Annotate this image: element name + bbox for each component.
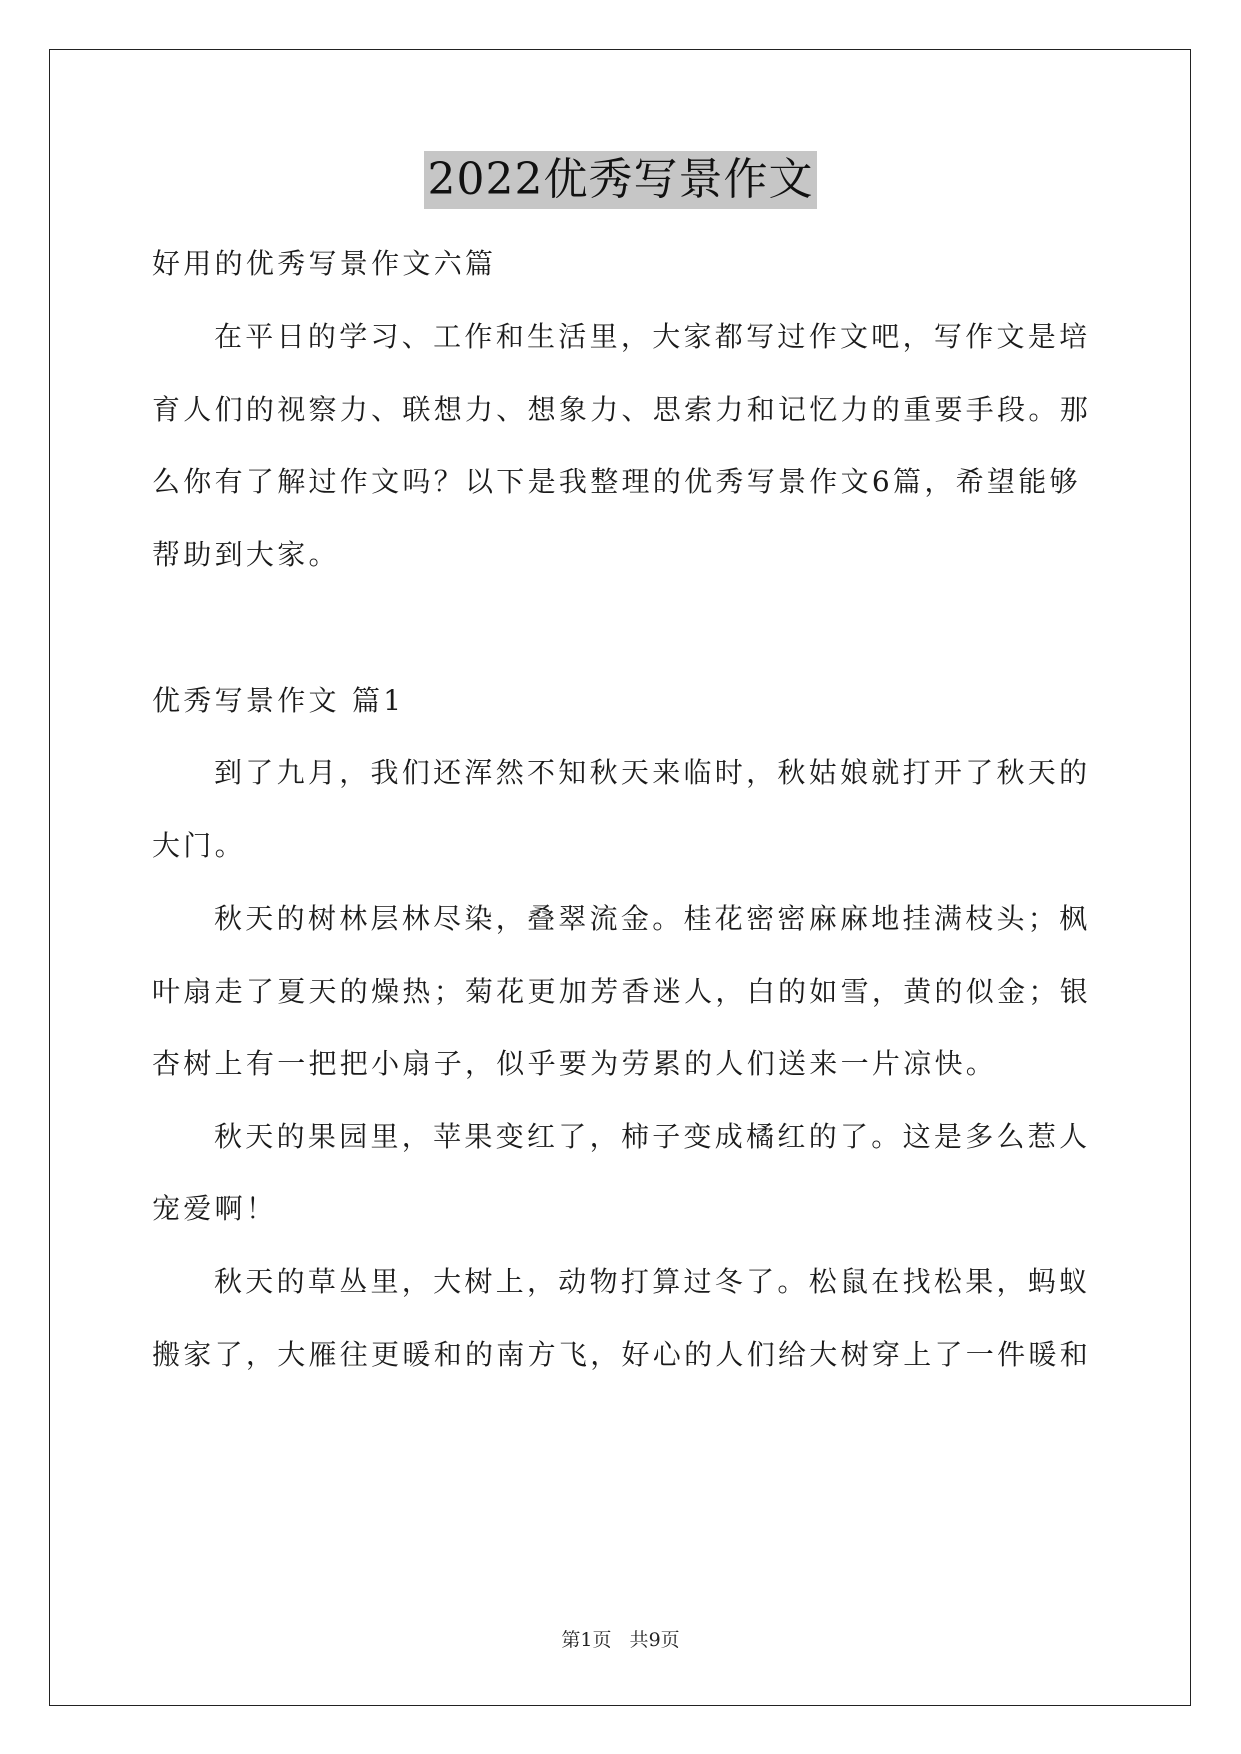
section-heading: 优秀写景作文 篇1: [152, 684, 405, 717]
body-paragraph-line: 杏树上有一把把小扇子，似乎要为劳累的人们送来一片凉快。: [152, 1047, 998, 1080]
current-page-number: 1: [580, 1629, 593, 1651]
total-page-number: 9: [648, 1629, 661, 1651]
document-title: 2022优秀写景作文: [424, 151, 818, 209]
page-prefix: 第: [561, 1629, 581, 1651]
page-suffix: 页: [660, 1629, 680, 1651]
body-paragraph-line: 到了九月，我们还浑然不知秋天来临时，秋姑娘就打开了秋天的: [214, 756, 1091, 789]
page-separator: 页 共: [592, 1629, 649, 1651]
subtitle-line: 好用的优秀写景作文六篇: [152, 247, 497, 280]
body-paragraph-line: 秋天的草丛里，大树上，动物打算过冬了。松鼠在找松果，蚂蚁: [214, 1265, 1091, 1298]
intro-paragraph-line: 么你有了解过作文吗？以下是我整理的优秀写景作文6篇，希望能够: [152, 465, 1081, 498]
body-paragraph-line: 宠爱啊！: [152, 1192, 278, 1225]
body-paragraph-line: 秋天的果园里，苹果变红了，柿子变成橘红的了。这是多么惹人: [214, 1120, 1091, 1153]
page-border: [49, 49, 1191, 1706]
body-paragraph-line: 搬家了，大雁往更暖和的南方飞，好心的人们给大树穿上了一件暖和: [152, 1338, 1092, 1371]
body-paragraph-line: 大门。: [152, 829, 246, 862]
intro-paragraph-line: 育人们的视察力、联想力、想象力、思索力和记忆力的重要手段。那: [152, 393, 1092, 426]
intro-paragraph-line: 帮助到大家。: [152, 538, 340, 571]
page-footer: [0, 1628, 1241, 1652]
body-paragraph-line: 叶扇走了夏天的燥热；菊花更加芳香迷人，白的如雪，黄的似金；银: [152, 975, 1092, 1008]
body-paragraph-line: 秋天的树林层林尽染，叠翠流金。桂花密密麻麻地挂满枝头；枫: [214, 902, 1091, 935]
title-block: [0, 151, 1241, 209]
intro-paragraph-line: 在平日的学习、工作和生活里，大家都写过作文吧，写作文是培: [214, 320, 1091, 353]
